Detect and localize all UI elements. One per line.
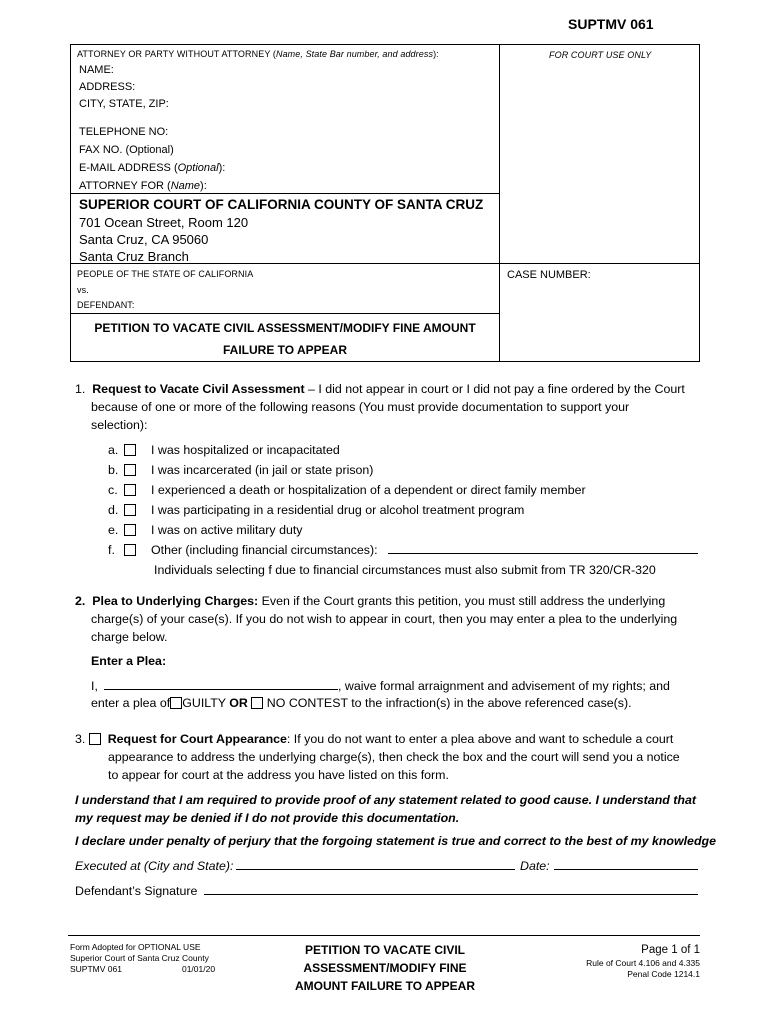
financial-note: Individuals selecting f due to financial circumstances must also submit from TR 320/CR-320	[154, 563, 656, 577]
attorney-label: ATTORNEY OR PARTY WITHOUT ATTORNEY (Name, State Bar number, and address):	[77, 49, 439, 59]
court-name: SUPERIOR COURT OF CALIFORNIA COUNTY OF SANTA CRUZ	[79, 197, 484, 212]
date-label: Date:	[520, 859, 550, 873]
caption-box	[70, 44, 700, 362]
enter-plea-label: Enter a Plea:	[91, 654, 167, 668]
form-title-line2: FAILURE TO APPEAR	[222, 343, 347, 357]
reason-d-checkbox[interactable]	[124, 504, 136, 516]
date-input[interactable]	[554, 857, 698, 870]
telephone-field[interactable]: TELEPHONE NO:	[79, 126, 169, 138]
section-1-heading: Request to Vacate Civil Assessment	[92, 382, 305, 396]
section-1: 1. Request to Vacate Civil Assessment – I did not appear in court or I did not pay a fine ordered by the Court because of one or more of the following reasons (You must provide documentation to support your selection):	[75, 382, 685, 432]
address-field[interactable]: ADDRESS:	[79, 81, 136, 93]
reason-a-checkbox[interactable]	[124, 444, 136, 456]
signature-input[interactable]	[204, 882, 698, 895]
court-street: 701 Ocean Street, Room 120	[79, 215, 249, 230]
other-reason-input[interactable]	[388, 541, 698, 554]
reason-e-checkbox[interactable]	[124, 524, 136, 536]
guilty-checkbox[interactable]	[170, 697, 182, 709]
caption-rule	[71, 313, 499, 314]
people-label: PEOPLE OF THE STATE OF CALIFORNIA	[77, 269, 254, 279]
reason-option-c: c. I experienced a death or hospitalization of a dependent or direct family member	[108, 483, 586, 497]
reason-c-checkbox[interactable]	[124, 484, 136, 496]
name-field[interactable]: NAME:	[79, 64, 114, 76]
footer-left: Form Adopted for OPTIONAL USE Superior Court of Santa Cruz County SUPTMV 061 01/01/20	[70, 942, 216, 974]
reason-option-a: a. I was hospitalized or incapacitated	[108, 443, 340, 457]
form-id: SUPTMV 061	[568, 16, 654, 32]
case-number-field[interactable]: CASE NUMBER:	[507, 269, 591, 281]
section-1-num: 1.	[75, 382, 86, 396]
caption-rule	[71, 193, 499, 194]
reason-b-checkbox[interactable]	[124, 464, 136, 476]
court-branch: Santa Cruz Branch	[79, 249, 189, 264]
waive-text: , waive formal arraignment and advisement of my rights; and	[338, 679, 670, 693]
form-title-line1: PETITION TO VACATE CIVIL ASSESSMENT/MODIFY FINE AMOUNT	[94, 321, 476, 335]
footer-rule	[68, 935, 700, 936]
city-state-zip-field[interactable]: CITY, STATE, ZIP:	[79, 98, 169, 110]
reason-option-d: d. I was participating in a residential drug or alcohol treatment program	[108, 503, 525, 517]
footer-title: PETITION TO VACATE CIVIL ASSESSMENT/MODIFY FINE AMOUNT FAILURE TO APPEAR	[294, 943, 475, 993]
defendant-name-input[interactable]	[104, 677, 338, 690]
caption-divider	[499, 45, 500, 361]
executed-at-input[interactable]	[236, 857, 515, 870]
reason-option-e: e. I was on active military duty	[108, 523, 303, 537]
i-label: I,	[91, 679, 98, 693]
footer-right: Page 1 of 1 Rule of Court 4.106 and 4.335 Penal Code 1214.1	[586, 944, 700, 979]
court-use-only: FOR COURT USE ONLY	[549, 50, 652, 60]
vs-label: vs.	[77, 285, 89, 295]
section-2-heading: Plea to Underlying Charges:	[92, 594, 259, 608]
perjury-statement: I declare under penalty of perjury that the forgoing statement is true and correct to the best of my knowledge	[75, 834, 716, 848]
fax-field[interactable]: FAX NO. (Optional)	[79, 144, 174, 156]
attorney-for-field[interactable]: ATTORNEY FOR (Name):	[79, 180, 207, 192]
reason-option-f: f. Other (including financial circumstances):	[108, 543, 378, 557]
court-city: Santa Cruz, CA 95060	[79, 232, 209, 247]
signature-label: Defendant’s Signature	[75, 884, 198, 898]
reason-f-checkbox[interactable]	[124, 544, 136, 556]
no-contest-checkbox[interactable]	[251, 697, 263, 709]
defendant-field[interactable]: DEFENDANT:	[77, 300, 135, 310]
executed-at-label: Executed at (City and State):	[75, 859, 234, 873]
section-2: 2. Plea to Underlying Charges: Even if the Court grants this petition, you must still address the underlying charge(s) of your case(s). If you do not wish to appear in court, then you may enter a plea to the underlying charge below.	[75, 594, 678, 644]
court-appearance-checkbox[interactable]	[89, 733, 101, 745]
section-3-heading: Request for Court Appearance	[107, 732, 287, 746]
section-3: 3. Request for Court Appearance: If you do not want to enter a plea above and want to schedule a court appearance to address the underlying charge(s), then check the box and the court will send you a notice to appear for court at the address you have listed on this form.	[75, 732, 680, 782]
email-field[interactable]: E-MAIL ADDRESS (Optional):	[79, 162, 226, 174]
declaration-text: I understand that I am required to provide proof of any statement related to good cause. I understand that my request may be denied if I do not provide this documentation.	[75, 793, 696, 825]
plea-line: enter a plea of GUILTY OR NO CONTEST to the infraction(s) in the above referenced case(s).	[91, 696, 632, 710]
reason-option-b: b. I was incarcerated (in jail or state prison)	[108, 463, 374, 477]
